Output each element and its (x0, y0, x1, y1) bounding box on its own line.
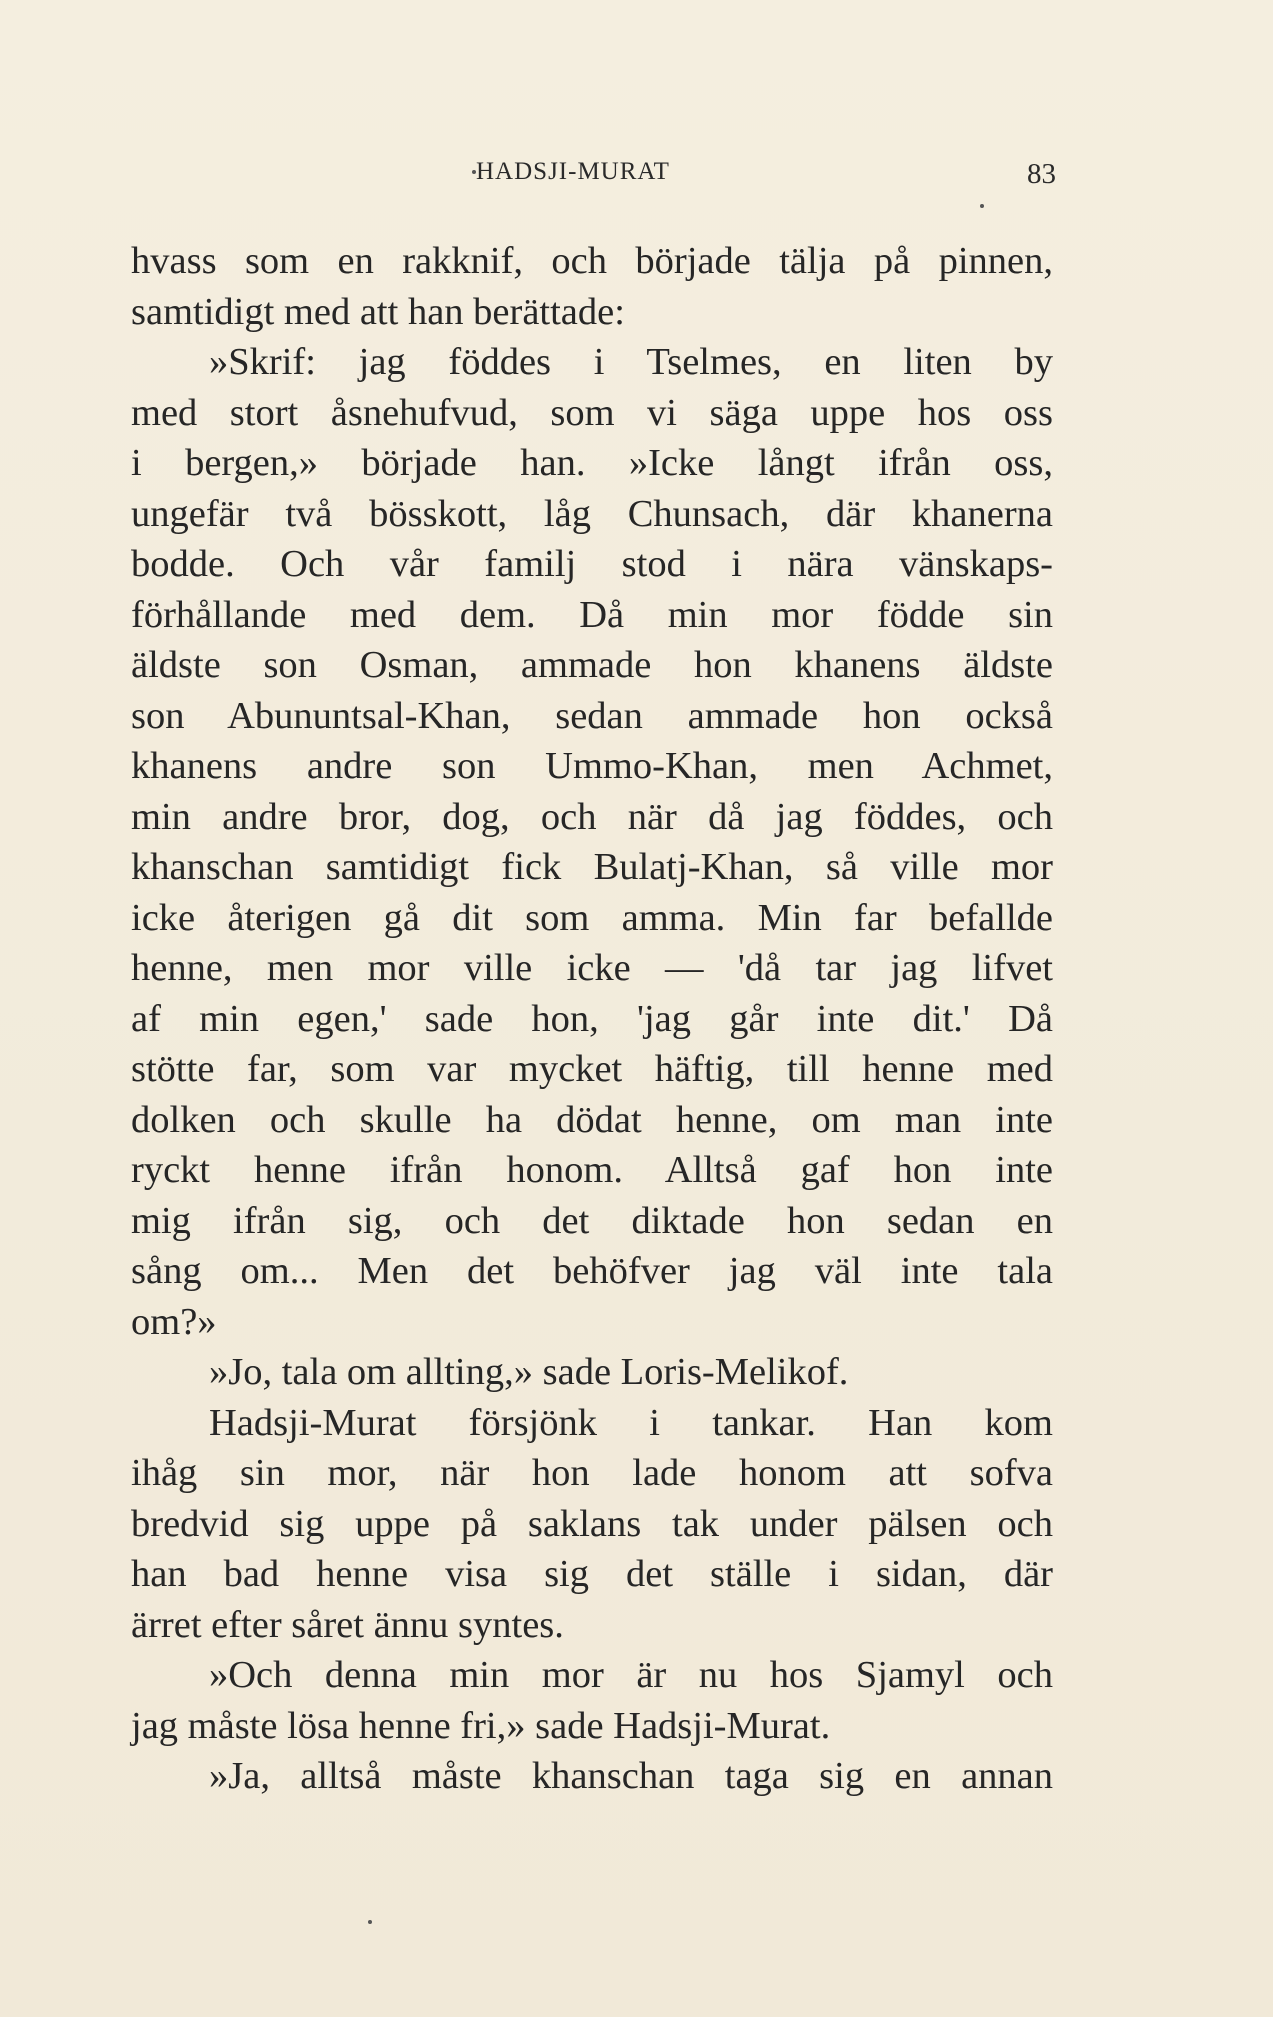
text-line: jag måste lösa henne fri,» sade Hadsji-Murat. (131, 1704, 831, 1747)
text-line: khanschan samtidigt fick Bulatj-Khan, så ville mor (131, 846, 1053, 888)
text-line: Hadsji-Murat försjönk i tankar. Han kom (209, 1401, 1053, 1444)
print-speck (368, 1920, 372, 1924)
text-line: i bergen,» började han. »Icke långt ifrån oss, (131, 442, 1053, 484)
text-line: om?» (131, 1300, 217, 1343)
text-line: äldste son Osman, ammade hon khanens äldste (131, 644, 1053, 686)
text-line: ärret efter såret ännu syntes. (131, 1603, 564, 1646)
text-line: ungefär två bösskott, låg Chunsach, där khanerna (131, 492, 1053, 535)
text-line: »Och denna min mor är nu hos Sjamyl och (209, 1654, 1053, 1696)
text-line: samtidigt med att han berättade: (131, 290, 625, 333)
text-line: förhållande med dem. Då min mor födde sin (131, 593, 1053, 636)
text-line: sång om... Men det behöfver jag väl inte tala (131, 1250, 1053, 1292)
body-text (131, 236, 1053, 1802)
text-line: khanens andre son Ummo-Khan, men Achmet, (131, 745, 1053, 787)
text-line: bodde. Och vår familj stod i nära vänskaps- (131, 543, 1053, 585)
text-line: »Ja, alltså måste khanschan taga sig en annan (209, 1755, 1053, 1797)
print-speck (980, 204, 984, 208)
page-header (476, 158, 1056, 198)
text-line: mig ifrån sig, och det diktade hon sedan en (131, 1199, 1053, 1242)
text-line: henne, men mor ville icke — 'då tar jag lifvet (131, 947, 1053, 989)
text-line: han bad henne visa sig det ställe i sidan, där (131, 1553, 1053, 1595)
text-line: ihåg sin mor, när hon lade honom att sofva (131, 1452, 1053, 1494)
text-line: dolken och skulle ha dödat henne, om man inte (131, 1098, 1053, 1141)
text-line: hvass som en rakknif, och började tälja på pinnen, (131, 240, 1053, 282)
text-line: stötte far, som var mycket häftig, till henne med (131, 1048, 1053, 1090)
text-line: icke återigen gå dit som amma. Min far befallde (131, 896, 1053, 939)
text-line: son Abununtsal-Khan, sedan ammade hon också (131, 694, 1053, 737)
print-speck (472, 170, 476, 174)
text-line: af min egen,' sade hon, 'jag går inte dit.' Då (131, 997, 1053, 1040)
text-line: med stort åsnehufvud, som vi säga uppe hos oss (131, 391, 1053, 434)
text-line: bredvid sig uppe på saklans tak under pälsen och (131, 1502, 1053, 1545)
text-line: »Jo, tala om allting,» sade Loris-Melikof. (209, 1351, 849, 1393)
page-number: 83 (1027, 158, 1056, 190)
text-line: min andre bror, dog, och när då jag föddes, och (131, 795, 1053, 838)
text-line: »Skrif: jag föddes i Tselmes, en liten by (209, 341, 1053, 383)
running-head: HADSJI-MURAT (476, 158, 670, 185)
text-line: ryckt henne ifrån honom. Alltså gaf hon inte (131, 1149, 1053, 1191)
